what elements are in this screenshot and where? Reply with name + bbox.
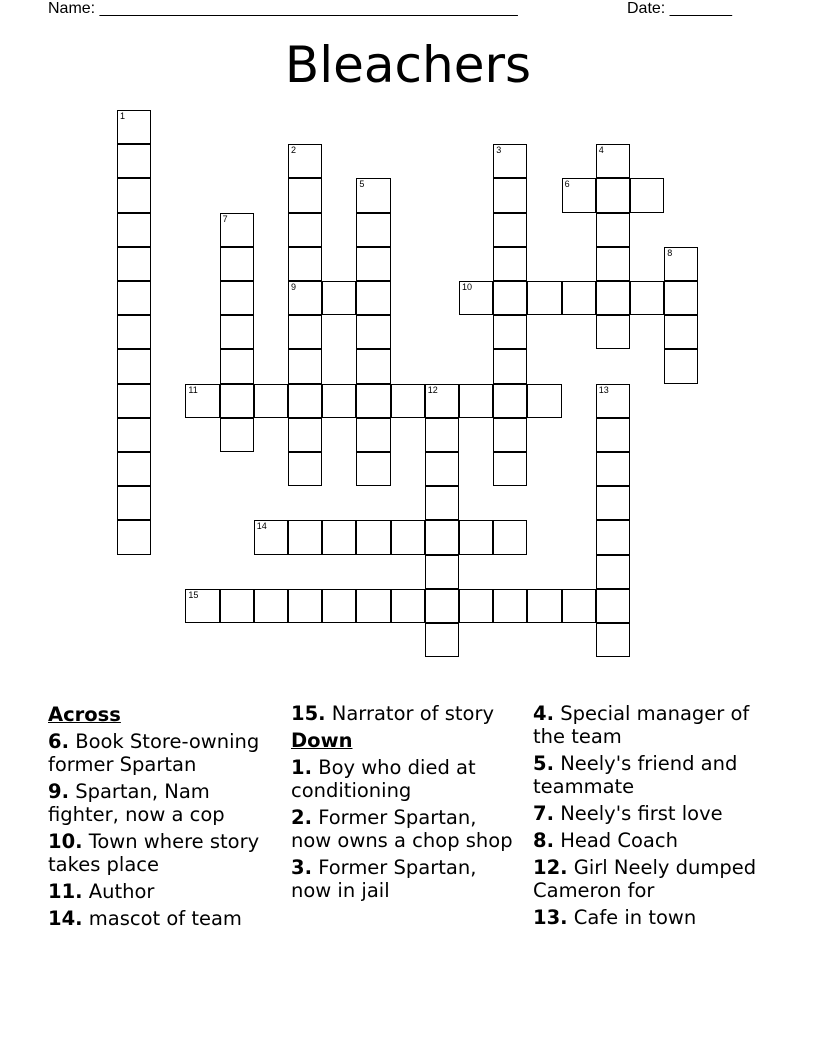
clue-column-2: [291, 702, 521, 906]
clue-text: Cafe in town: [573, 906, 697, 929]
grid-cell[interactable]: [117, 144, 151, 178]
grid-cell[interactable]: [391, 589, 425, 623]
grid-cell[interactable]: [493, 452, 527, 486]
clue-number: 1.: [291, 756, 312, 779]
grid-cell[interactable]: [493, 315, 527, 349]
grid-cell[interactable]: [356, 589, 390, 623]
grid-cell[interactable]: [596, 384, 630, 418]
grid-cell[interactable]: [117, 486, 151, 520]
clue-number: 3.: [291, 856, 312, 879]
grid-cell[interactable]: [288, 315, 322, 349]
clue-text: Boy who died at conditioning: [291, 756, 476, 802]
grid-cell[interactable]: [254, 520, 288, 554]
clue-number: 5.: [533, 752, 554, 775]
clue-across-15: [291, 702, 521, 725]
name-field: Name: _______________________________________________: [48, 0, 518, 17]
grid-cell[interactable]: [425, 589, 459, 623]
clue-down-3: [291, 856, 521, 902]
cell-number: 14: [256, 521, 267, 532]
clue-across-11: [48, 880, 278, 903]
grid-cell[interactable]: [356, 315, 390, 349]
grid-cell[interactable]: [630, 281, 664, 315]
clue-down-4: [533, 702, 763, 748]
clue-column-3: [533, 702, 763, 933]
grid-cell[interactable]: [425, 486, 459, 520]
clue-number: 2.: [291, 806, 312, 829]
grid-cell[interactable]: [356, 281, 390, 315]
grid-cell[interactable]: [425, 520, 459, 554]
cell-number: 15: [188, 589, 199, 600]
grid-cell[interactable]: [562, 178, 596, 212]
cell-number: 7: [222, 213, 228, 224]
cell-number: 13: [598, 384, 609, 395]
grid-cell[interactable]: [322, 589, 356, 623]
clue-number: 11.: [48, 880, 83, 903]
clue-text: Author: [88, 880, 155, 903]
grid-cell[interactable]: [288, 384, 322, 418]
grid-cell[interactable]: [425, 623, 459, 657]
clue-across-9: [48, 780, 278, 826]
grid-cell[interactable]: [356, 520, 390, 554]
grid-cell[interactable]: [493, 589, 527, 623]
cell-number: 11: [188, 384, 198, 395]
grid-cell[interactable]: [288, 144, 322, 178]
clue-number: 12.: [533, 856, 568, 879]
clue-down-5: [533, 752, 763, 798]
grid-cell[interactable]: [356, 178, 390, 212]
grid-cell[interactable]: [493, 384, 527, 418]
grid-cell[interactable]: [322, 384, 356, 418]
cell-number: 9: [291, 282, 297, 292]
grid-cell[interactable]: [288, 178, 322, 212]
date-field: Date: _______: [627, 0, 732, 17]
grid-cell[interactable]: [425, 452, 459, 486]
clue-text: Girl Neely dumped Cameron for: [533, 856, 757, 902]
clue-text: Former Spartan, now in jail: [291, 856, 477, 902]
grid-cell[interactable]: [596, 555, 630, 589]
clue-text: Neely's first love: [560, 802, 723, 825]
grid-cell[interactable]: [527, 589, 561, 623]
grid-cell[interactable]: [493, 178, 527, 212]
grid-cell[interactable]: [459, 384, 493, 418]
grid-cell[interactable]: [459, 589, 493, 623]
grid-cell[interactable]: [254, 384, 288, 418]
clue-down-8: [533, 829, 763, 852]
grid-cell[interactable]: [493, 213, 527, 247]
grid-cell[interactable]: [322, 520, 356, 554]
cell-number: 10: [462, 282, 473, 292]
clue-across-6: [48, 730, 278, 776]
grid-cell[interactable]: [117, 110, 151, 144]
cell-number: 1: [120, 111, 126, 121]
grid-cell[interactable]: [596, 315, 630, 349]
clue-down-13: [533, 906, 763, 929]
grid-cell[interactable]: [288, 247, 322, 281]
clue-text: Spartan, Nam fighter, now a cop: [48, 780, 225, 826]
grid-cell[interactable]: [596, 144, 630, 178]
grid-cell[interactable]: [596, 520, 630, 554]
grid-cell[interactable]: [596, 452, 630, 486]
cell-number: 8: [667, 247, 673, 258]
clue-down-1: [291, 756, 521, 802]
grid-cell[interactable]: [288, 213, 322, 247]
grid-cell[interactable]: [596, 623, 630, 657]
grid-cell[interactable]: [664, 315, 698, 349]
grid-cell[interactable]: [117, 520, 151, 554]
grid-cell[interactable]: [322, 281, 356, 315]
grid-cell[interactable]: [117, 452, 151, 486]
grid-cell[interactable]: [254, 589, 288, 623]
clue-number: 6.: [48, 730, 69, 753]
clue-number: 14.: [48, 907, 83, 930]
cell-number: 6: [564, 179, 570, 190]
grid-cell[interactable]: [356, 418, 390, 452]
grid-cell[interactable]: [220, 247, 254, 281]
grid-cell[interactable]: [220, 281, 254, 315]
clue-number: 8.: [533, 829, 554, 852]
grid-cell[interactable]: [356, 247, 390, 281]
clue-down-7: [533, 802, 763, 825]
grid-cell[interactable]: [596, 213, 630, 247]
grid-cell[interactable]: [630, 178, 664, 212]
grid-cell[interactable]: [562, 281, 596, 315]
grid-cell[interactable]: [664, 281, 698, 315]
clue-text: Special manager of the team: [533, 702, 750, 748]
cell-number: 2: [291, 145, 297, 156]
grid-cell[interactable]: [596, 589, 630, 623]
grid-cell[interactable]: [493, 247, 527, 281]
clue-text: Book Store-owning former Spartan: [48, 730, 260, 776]
clue-text: Head Coach: [560, 829, 678, 852]
grid-cell[interactable]: [356, 384, 390, 418]
grid-cell[interactable]: [493, 520, 527, 554]
grid-cell[interactable]: [220, 589, 254, 623]
grid-cell[interactable]: [220, 349, 254, 383]
clue-text: Town where story takes place: [48, 830, 260, 876]
grid-cell[interactable]: [459, 281, 493, 315]
clue-number: 9.: [48, 780, 69, 803]
clue-text: Narrator of story: [331, 702, 495, 725]
puzzle-title: Bleachers: [284, 36, 532, 94]
clue-text: Former Spartan, now owns a chop shop: [291, 806, 513, 852]
cell-number: 5: [359, 179, 365, 190]
grid-cell[interactable]: [425, 384, 459, 418]
grid-cell[interactable]: [425, 418, 459, 452]
grid-cell[interactable]: [493, 281, 527, 315]
grid-cell[interactable]: [117, 384, 151, 418]
grid-cell[interactable]: [117, 281, 151, 315]
cell-number: 3: [496, 145, 502, 156]
grid-cell[interactable]: [356, 452, 390, 486]
clue-number: 13.: [533, 906, 568, 929]
grid-cell[interactable]: [117, 418, 151, 452]
grid-cell[interactable]: [117, 349, 151, 383]
clue-number: 7.: [533, 802, 554, 825]
grid-cell[interactable]: [117, 213, 151, 247]
grid-cell[interactable]: [493, 418, 527, 452]
grid-cell[interactable]: [288, 520, 322, 554]
grid-cell[interactable]: [596, 281, 630, 315]
grid-cell[interactable]: [596, 247, 630, 281]
grid-cell[interactable]: [596, 486, 630, 520]
down-heading: Down: [291, 729, 353, 752]
grid-cell[interactable]: [185, 384, 219, 418]
grid-cell[interactable]: [493, 144, 527, 178]
clue-number: 10.: [48, 830, 83, 853]
grid-cell[interactable]: [664, 247, 698, 281]
grid-cell[interactable]: [117, 178, 151, 212]
clue-across-10: [48, 830, 278, 876]
grid-cell[interactable]: [117, 315, 151, 349]
clue-down-12: [533, 856, 763, 902]
grid-cell[interactable]: [220, 418, 254, 452]
grid-cell[interactable]: [596, 178, 630, 212]
across-heading: Across: [48, 703, 121, 726]
grid-cell[interactable]: [117, 247, 151, 281]
clue-column-1: [48, 702, 278, 934]
grid-cell[interactable]: [391, 520, 425, 554]
grid-cell[interactable]: [459, 520, 493, 554]
grid-cell[interactable]: [391, 384, 425, 418]
grid-cell[interactable]: [664, 349, 698, 383]
cell-number: 12: [427, 384, 438, 395]
clue-text: mascot of team: [88, 907, 242, 930]
grid-cell[interactable]: [185, 589, 219, 623]
clue-across-14: [48, 907, 278, 930]
grid-cell[interactable]: [288, 349, 322, 383]
grid-cell[interactable]: [220, 315, 254, 349]
grid-cell[interactable]: [356, 213, 390, 247]
grid-cell[interactable]: [288, 418, 322, 452]
grid-cell[interactable]: [288, 452, 322, 486]
grid-cell[interactable]: [288, 589, 322, 623]
clue-number: 4.: [533, 702, 554, 725]
grid-cell[interactable]: [425, 555, 459, 589]
grid-cell[interactable]: [220, 213, 254, 247]
cell-number: 4: [598, 145, 604, 156]
grid-cell[interactable]: [220, 384, 254, 418]
clue-down-2: [291, 806, 521, 852]
grid-cell[interactable]: [493, 349, 527, 383]
grid-cell[interactable]: [288, 281, 322, 315]
grid-cell[interactable]: [596, 418, 630, 452]
grid-cell[interactable]: [527, 281, 561, 315]
clue-text: Neely's friend and teammate: [533, 752, 738, 798]
grid-cell[interactable]: [527, 384, 561, 418]
grid-cell[interactable]: [562, 589, 596, 623]
grid-cell[interactable]: [356, 349, 390, 383]
clue-number: 15.: [291, 702, 326, 725]
